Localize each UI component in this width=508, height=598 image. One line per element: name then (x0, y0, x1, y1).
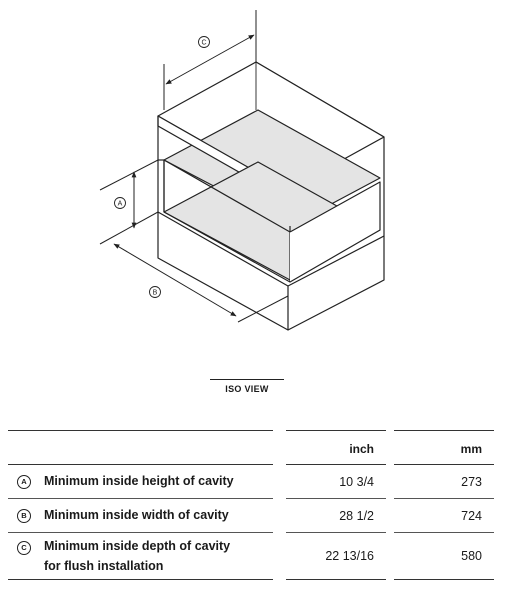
value-depth-inch: 22 13/16 (325, 549, 374, 563)
row-marker-a: A (17, 475, 31, 489)
callout-a (115, 198, 126, 209)
row-marker-b: B (17, 509, 31, 523)
callout-b-letter: B (152, 289, 158, 297)
value-depth-mm: 580 (461, 549, 482, 563)
row-label-depth-line2: for flush installation (44, 559, 164, 573)
value-height-mm: 273 (461, 475, 482, 489)
row-marker-c: C (17, 541, 31, 555)
value-height-inch: 10 3/4 (339, 475, 374, 489)
iso-view-label: ISO VIEW (210, 379, 284, 394)
callout-c-letter: C (201, 39, 207, 47)
row-label-height: Minimum inside height of cavity (44, 474, 234, 488)
value-width-inch: 28 1/2 (339, 509, 374, 523)
value-width-mm: 724 (461, 509, 482, 523)
row-label-depth: Minimum inside depth of cavity (44, 539, 231, 553)
callout-a-letter: A (117, 200, 123, 208)
column-header-inch: inch (349, 442, 374, 456)
callout-b (150, 287, 161, 298)
column-header-mm: mm (460, 442, 482, 456)
row-label-width: Minimum inside width of cavity (44, 508, 229, 522)
callout-c (199, 37, 210, 48)
